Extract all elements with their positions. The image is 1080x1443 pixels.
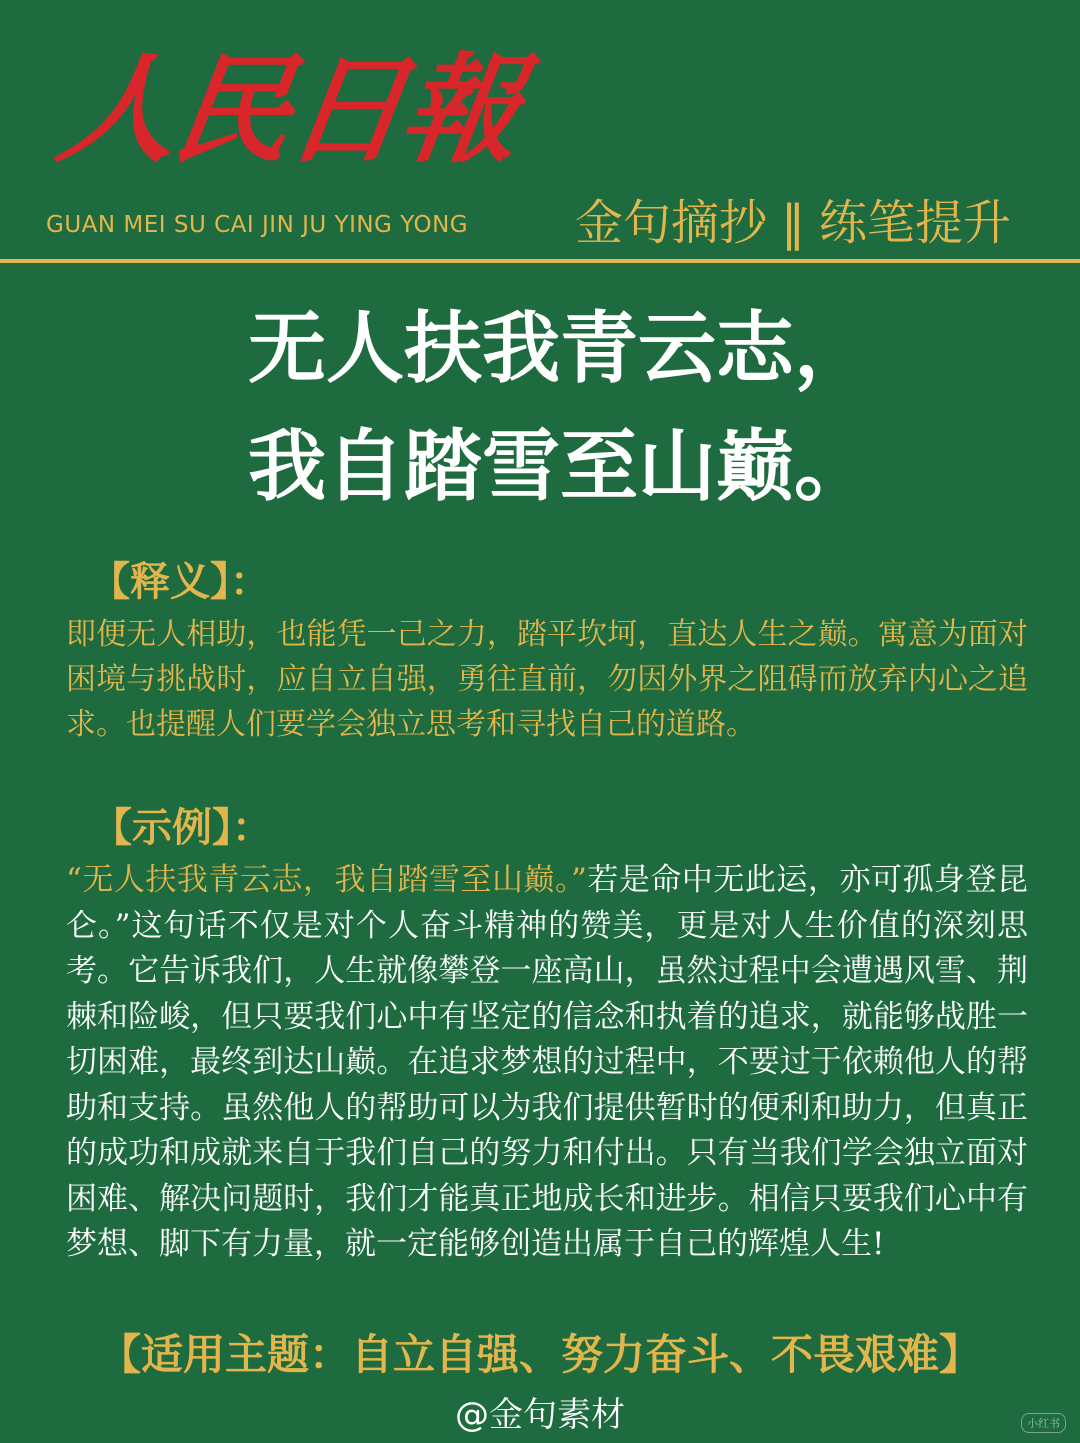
- headline-line-1: 无人扶我青云志，: [247, 303, 872, 394]
- example-quote: “无人扶我青云志，我自踏雪至山巅。”: [66, 862, 587, 898]
- example-title: 【示例】：: [92, 804, 272, 851]
- newspaper-logo: [50, 30, 530, 190]
- watermark-badge: 小红书: [1021, 1413, 1066, 1433]
- logo-lettering: 人民日報: [50, 40, 526, 179]
- example-text: [66, 858, 1028, 1268]
- tagline-separator: ‖: [781, 195, 806, 251]
- tagline: [575, 184, 1011, 253]
- applicable-themes: 【适用主题：自立自强、努力奋斗、不畏艰难】: [98, 1330, 981, 1379]
- author-handle: @金句素材: [455, 1395, 625, 1435]
- meaning-title: 【释义】：: [90, 558, 270, 605]
- tagline-left: 金句摘抄: [575, 195, 768, 251]
- header-divider: [0, 259, 1080, 263]
- tagline-right: 练笔提升: [819, 195, 1012, 251]
- headline: [0, 290, 1080, 526]
- meaning-text: 即便无人相助，也能凭一己之力，踏平坎坷，直达人生之巅。寓意为面对困境与挑战时，应自立自强，勇往直前，勿因外界之阻碍而放弃内心之追求。也提醒人们要学会独立思考和寻找自己的道路。: [66, 617, 1028, 742]
- headline-line-2: 我自踏雪至山巅。: [247, 421, 872, 512]
- example-body: 若是命中无此运，亦可孤身登昆仑。”这句话不仅是对个人奋斗精神的赞美，更是对人生价值的深刻思考。它告诉我们，人生就像攀登一座高山，虽然过程中会遭遇风雪、荆棘和险峻，但只要我们心中有坚定的信念和执着的追求，就能够战胜一切困难，最终到达山巅。在追求梦想的过程中，不要过于依赖他人的帮助和支持。虽然他人的帮助可以为我们提供暂时的便利和助力，但真正的成功和成就来自于我们自己的努力和付出。只有当我们学会独立面对困难、解决问题时，我们才能真正地成长和进步。相信只要我们心中有梦想、脚下有力量，就一定能够创造出属于自己的辉煌人生!: [66, 862, 1028, 1262]
- pinyin-caption: GUAN MEI SU CAI JIN JU YING YONG: [46, 212, 469, 238]
